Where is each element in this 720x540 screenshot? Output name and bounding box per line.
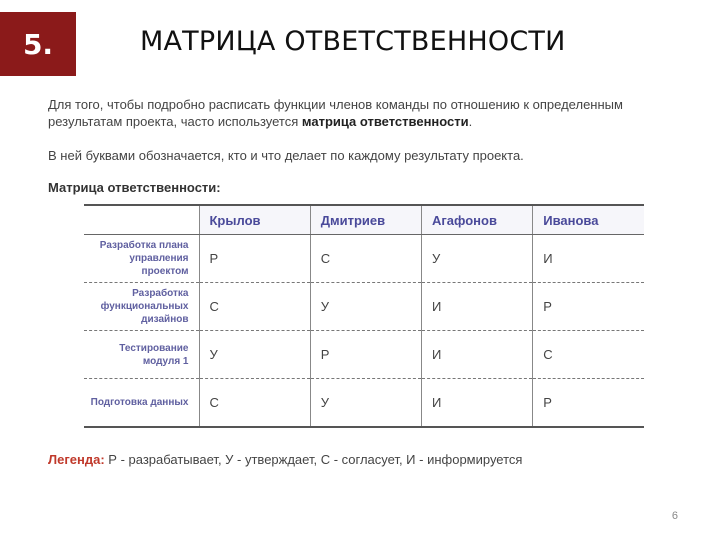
responsibility-cell: У [422,235,533,283]
column-header: Дмитриев [310,205,421,235]
slide-title: МАТРИЦА ОТВЕТСТВЕННОСТИ [140,26,566,57]
page-number: 6 [671,510,678,522]
matrix-header-row [84,205,644,235]
responsibility-cell: С [199,283,310,331]
intro-text: Для того, чтобы подробно расписать функции членов команды по отношению к определенным результатам проекта, часто используется [48,97,623,129]
responsibility-cell: И [422,379,533,428]
responsibility-cell: И [422,331,533,379]
responsibility-cell: Р [199,235,310,283]
legend-text: Р - разрабатывает, У - утверждает, С - согласует, И - информируется [108,452,523,467]
matrix-corner-cell [84,205,199,235]
column-header: Иванова [533,205,644,235]
responsibility-cell: Р [310,331,421,379]
table-row [84,331,644,379]
responsibility-cell: И [533,235,644,283]
intro-paragraph [48,96,688,130]
responsibility-matrix [84,204,644,428]
responsibility-cell: У [199,331,310,379]
legend-label: Легенда: [48,452,105,467]
legend [48,452,522,467]
task-label: Разработка функциональных дизайнов [84,283,199,331]
task-label: Тестирование модуля 1 [84,331,199,379]
table-row [84,283,644,331]
responsibility-cell: Р [533,379,644,428]
intro-bold-term: матрица ответственности [301,114,469,129]
slide-number-badge: 5. [0,12,76,76]
responsibility-cell: У [310,379,421,428]
task-label: Подготовка данных [84,379,199,428]
column-header: Агафонов [422,205,533,235]
responsibility-cell: С [199,379,310,428]
intro-period: . [468,114,473,129]
table-row [84,235,644,283]
table-row [84,379,644,428]
column-header: Крылов [199,205,310,235]
responsibility-cell: У [310,283,421,331]
matrix-caption: Матрица ответственности: [48,180,221,195]
responsibility-cell: С [533,331,644,379]
responsibility-cell: И [422,283,533,331]
task-label: Разработка плана управления проектом [84,235,199,283]
responsibility-cell: Р [533,283,644,331]
responsibility-cell: С [310,235,421,283]
explanation-paragraph: В ней буквами обозначается, кто и что делает по каждому результату проекта. [48,148,524,163]
